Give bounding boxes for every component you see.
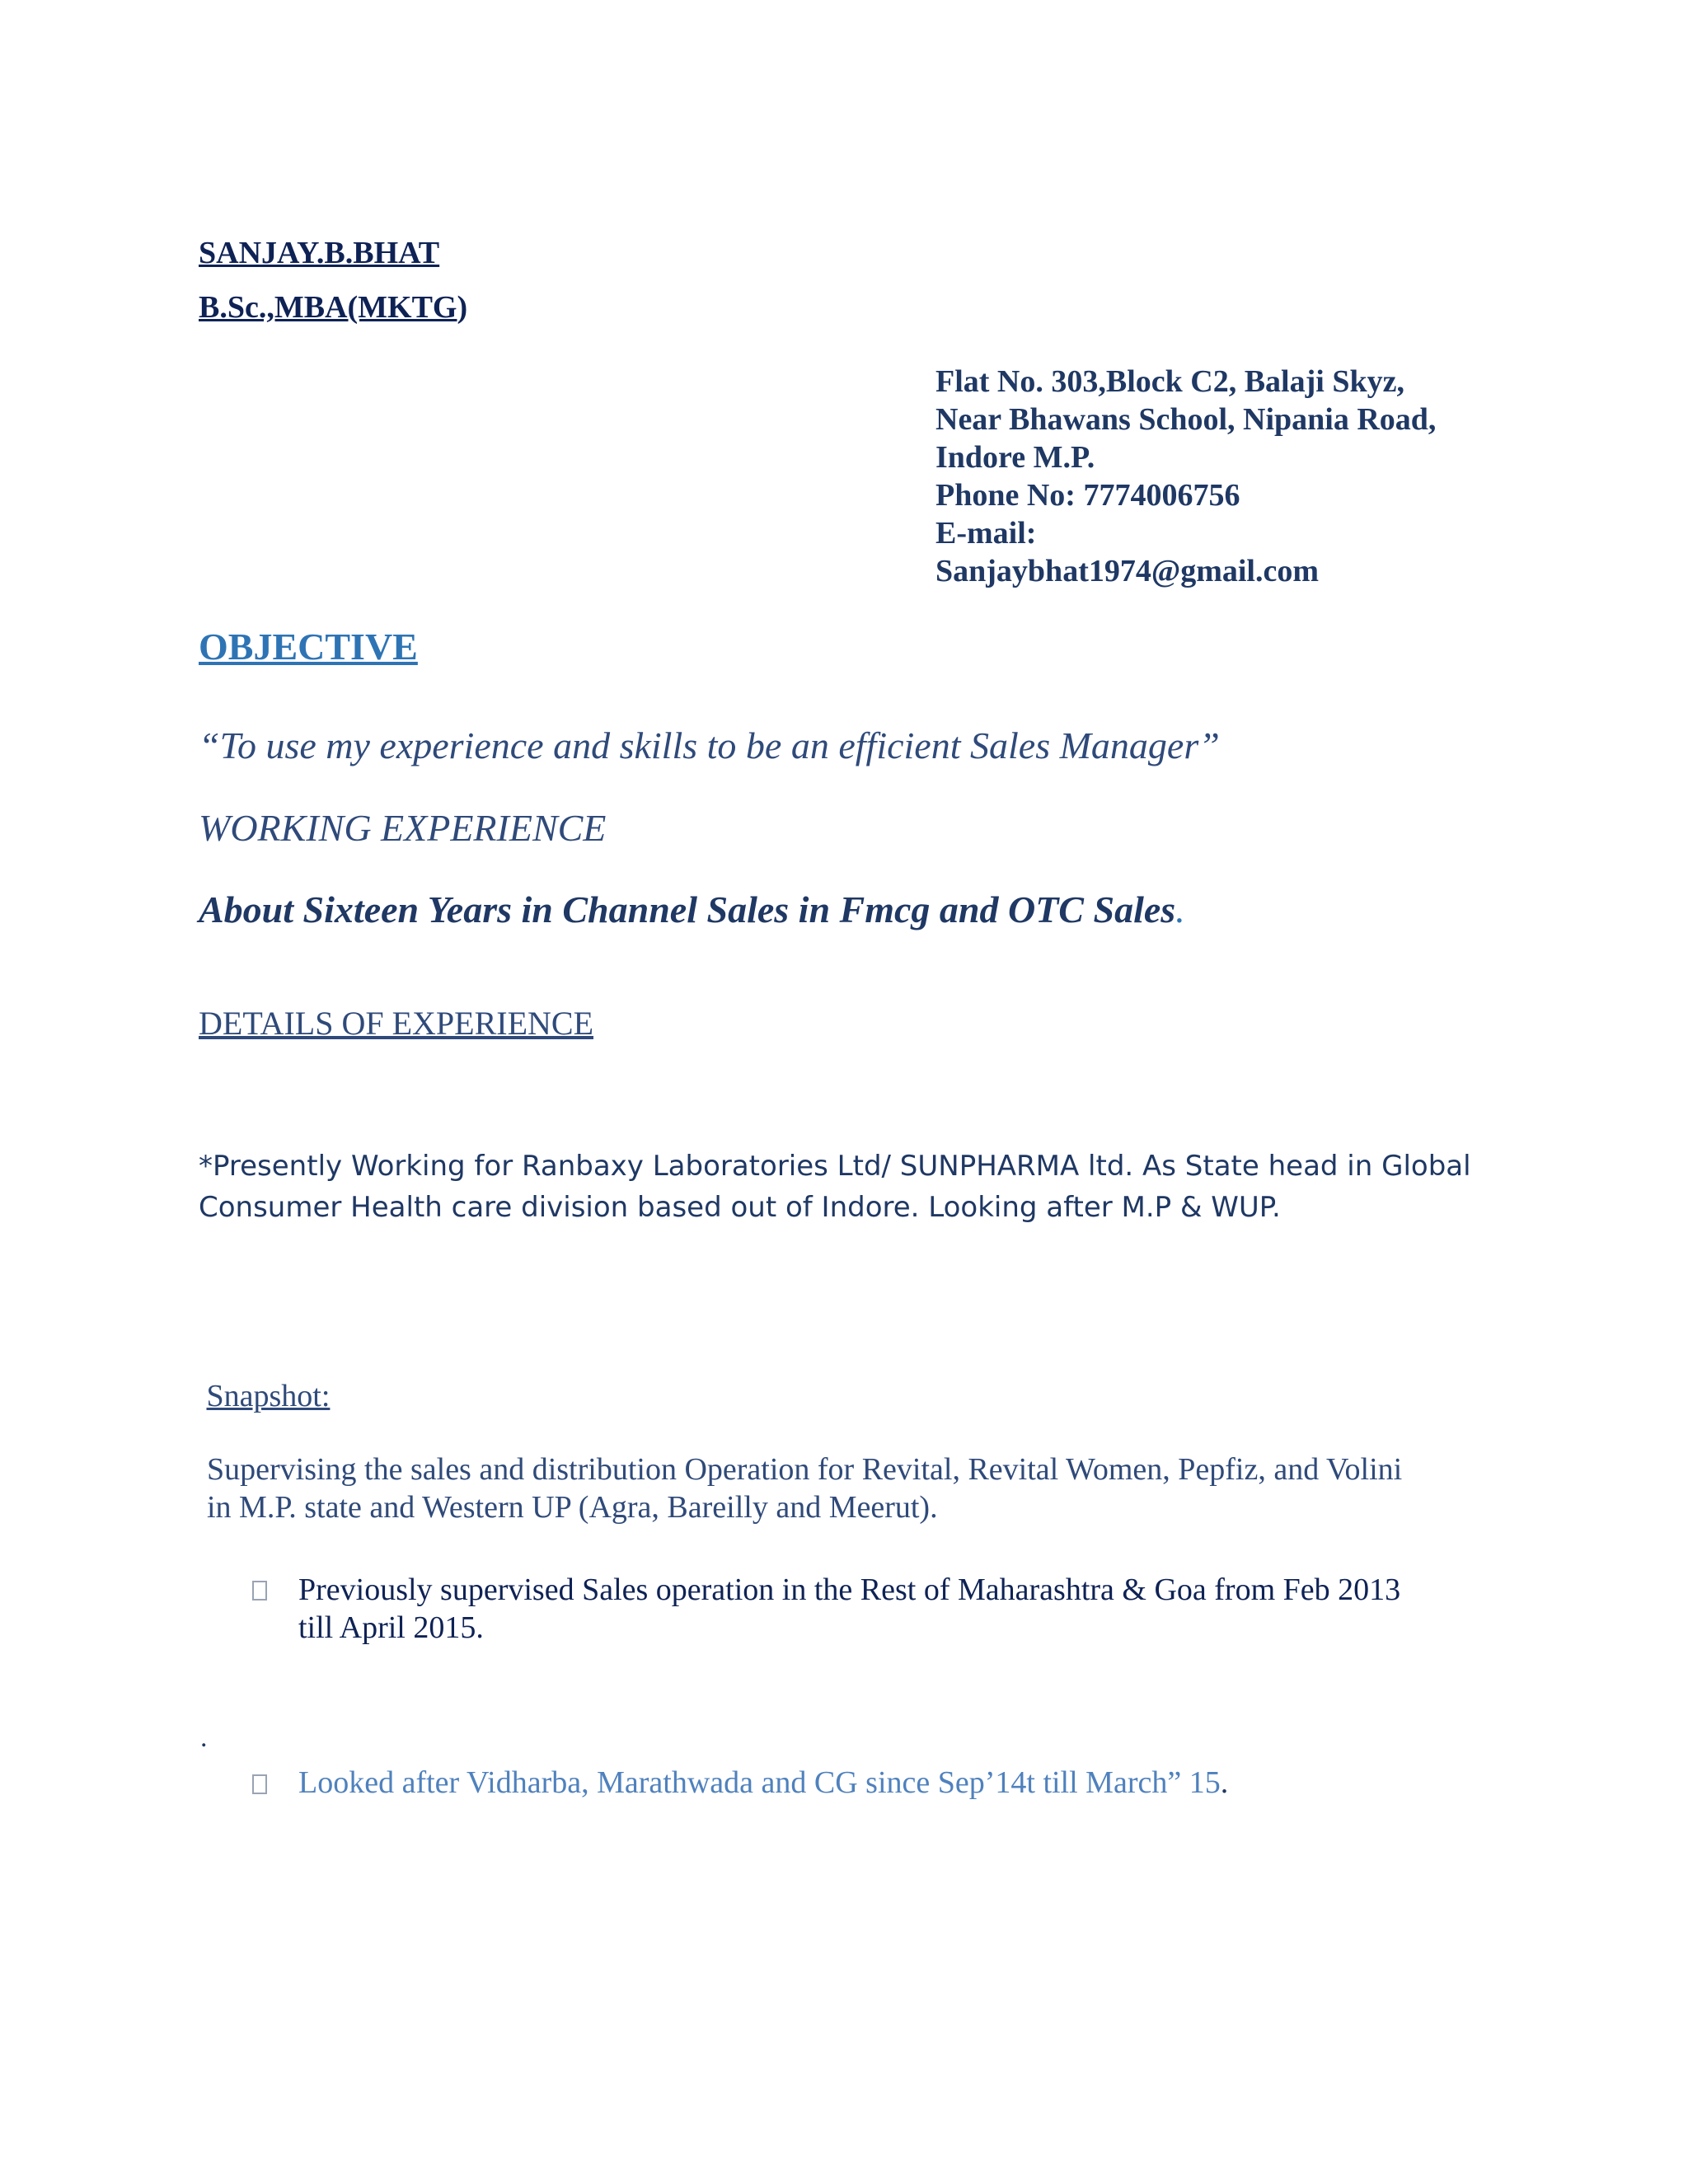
details-of-experience-heading: DETAILS OF EXPERIENCE <box>199 1005 594 1042</box>
snapshot-label-text: Snapshot: <box>206 1379 331 1413</box>
email-label: E-mail: <box>935 516 1037 551</box>
bullet-item-maharashtra <box>298 1571 1400 1647</box>
snapshot-line-2: in M.P. state and Western UP (Agra, Bareilly and Meerut). <box>207 1490 938 1525</box>
degree-suffix: ) <box>457 290 468 325</box>
present-position <box>199 1146 1471 1228</box>
address-line-1: Flat No. 303,Block C2, Balaji Skyz, <box>935 364 1404 399</box>
snapshot-line-1: Supervising the sales and distribution Operation for Revital, Revital Women, Pepfiz, and Volini <box>207 1452 1403 1487</box>
bullet-box-icon <box>252 1581 267 1601</box>
bullet-item-2-period: . <box>1220 1765 1229 1800</box>
present-position-line-1: *Presently Working for Ranbaxy Laboratories Ltd/ SUNPHARMA ltd. As State head in Global <box>199 1150 1471 1183</box>
bullet-item-2-text: Looked after Vidharba, Marathwada and CG since Sep’14t till March” 15 <box>298 1765 1221 1800</box>
objective-heading: OBJECTIVE <box>199 626 418 668</box>
email-address: Sanjaybhat1974@gmail.com <box>935 554 1319 588</box>
snapshot-label <box>199 1378 330 1414</box>
degree-text: B.Sc.,MBA(MKTG <box>199 290 457 325</box>
bullet-item-1-line-2: till April 2015. <box>298 1610 484 1645</box>
snapshot-text <box>207 1451 1402 1526</box>
bullet-item-1-line-1: Previously supervised Sales operation in the Rest of Maharashtra & Goa from Feb 2013 <box>298 1572 1401 1607</box>
experience-summary-text: About Sixteen Years in Channel Sales in Fmcg and OTC Sales <box>199 888 1176 930</box>
candidate-degree <box>199 289 467 326</box>
candidate-name: SANJAY.B.BHAT <box>199 236 440 270</box>
stray-period: . <box>200 1722 208 1753</box>
address-line-2: Near Bhawans School, Nipania Road, <box>935 402 1437 437</box>
experience-summary <box>199 888 1185 931</box>
working-experience-heading: WORKING EXPERIENCE <box>199 807 607 849</box>
present-position-line-2: Consumer Health care division based out of Indore. Looking after M.P & WUP. <box>199 1191 1281 1224</box>
experience-summary-period: . <box>1175 888 1185 930</box>
address-block <box>935 363 1436 590</box>
bullet-box-icon <box>252 1774 267 1794</box>
phone-number: Phone No: 7774006756 <box>935 478 1240 513</box>
bullet-item-vidharba <box>298 1765 1228 1801</box>
objective-text: “To use my experience and skills to be an efficient Sales Manager” <box>199 724 1220 766</box>
address-line-3: Indore M.P. <box>935 440 1095 475</box>
